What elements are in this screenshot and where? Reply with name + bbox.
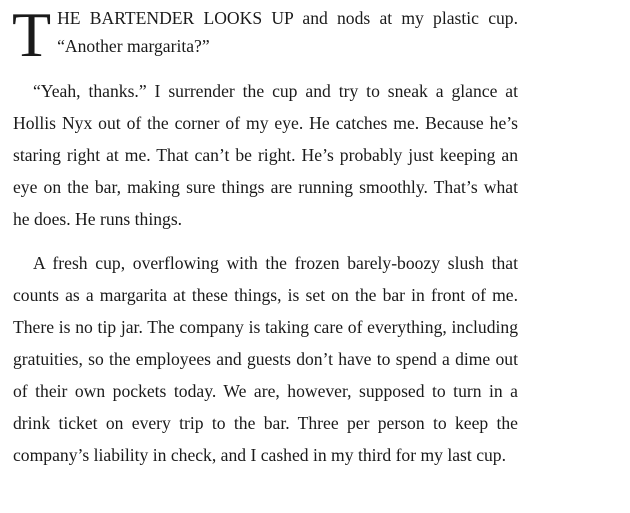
- paragraph-1-text: HE BARTENDER LOOKS UP and nods at my plastic cup. “Another margarita?”: [57, 8, 518, 56]
- paragraph-2: “Yeah, thanks.” I surrender the cup and try to sneak a glance at Hollis Nyx out of the corner of my eye. He catches me. Because he’s staring right at me. That can’t be right. He’s probably just keeping an eye on the bar, making sure things are running smoothly. That’s what he does. He runs things.: [13, 81, 518, 229]
- book-page: [12, 0, 518, 471]
- opening-paragraph: [12, 0, 518, 70]
- drop-cap: T: [12, 0, 52, 70]
- paragraph-3: A fresh cup, overflowing with the frozen barely-boozy slush that counts as a margarita at these things, is set on the bar in front of me. There is no tip jar. The company is taking care of everything, including gratuities, so the employees and guests don’t have to spend a dime out of their own pockets today. We are, however, supposed to turn in a drink ticket on every trip to the bar. Three per person to keep the company’s liability in check, and I cashed in my third for my last cup.: [13, 253, 518, 465]
